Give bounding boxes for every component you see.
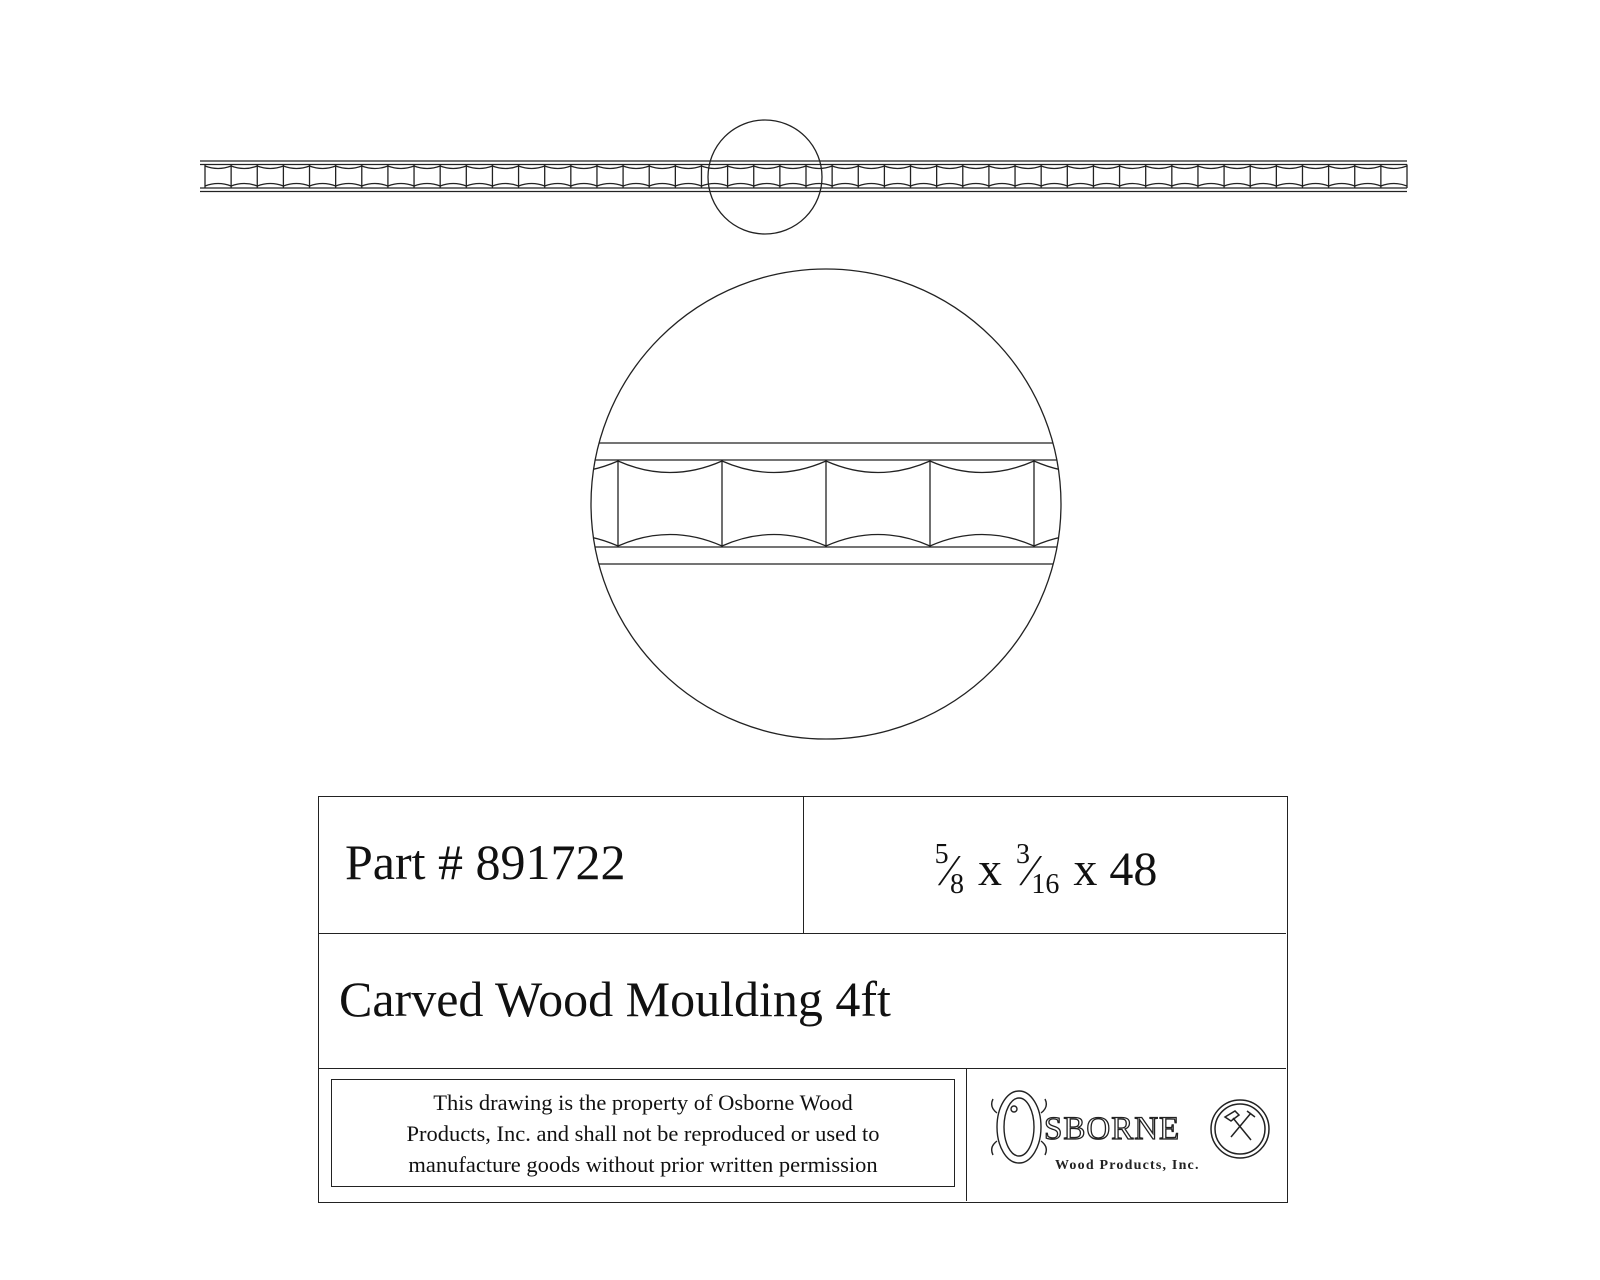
strip-carve-top	[1250, 166, 1276, 169]
strip-carve-top	[1381, 166, 1407, 169]
strip-carve-top	[806, 166, 832, 169]
strip-carve-bottom	[858, 184, 884, 187]
strip-carve-top	[832, 166, 858, 169]
detail-carve-top	[1034, 461, 1138, 473]
strip-carve-bottom	[701, 184, 727, 187]
thickness-fraction: $^3$⁄16	[1016, 839, 1060, 900]
detail-carve-bottom	[930, 535, 1034, 547]
strip-carve-bottom	[1041, 184, 1067, 187]
logo-cell	[967, 1069, 1286, 1201]
strip-carve-top	[754, 166, 780, 169]
strip-carve-top	[1146, 166, 1172, 169]
strip-carve-bottom	[989, 184, 1015, 187]
logo-tagline: Wood Products, Inc.	[1055, 1158, 1200, 1173]
strip-carve-top	[858, 166, 884, 169]
strip-carve-bottom	[754, 184, 780, 187]
strip-carve-bottom	[806, 184, 832, 187]
strip-carve-top	[1067, 166, 1093, 169]
strip-carve-bottom	[519, 184, 545, 187]
detail-carve-top	[722, 461, 826, 473]
strip-carve-bottom	[1172, 184, 1198, 187]
strip-carve-top	[571, 166, 597, 169]
strip-carve-bottom	[1250, 184, 1276, 187]
logo-o-icon	[992, 1091, 1047, 1163]
width-fraction: $^5$⁄8	[934, 839, 964, 900]
strip-carve-top	[989, 166, 1015, 169]
strip-carve-top	[310, 166, 336, 169]
copyright-notice	[331, 1079, 955, 1187]
strip-segments	[205, 165, 1407, 189]
strip-carve-top	[701, 166, 727, 169]
strip-carve-bottom	[937, 184, 963, 187]
strip-carve-bottom	[440, 184, 466, 187]
description-cell	[319, 934, 1286, 1069]
strip-carve-top	[963, 166, 989, 169]
strip-carve-bottom	[1093, 184, 1119, 187]
strip-carve-top	[336, 166, 362, 169]
strip-carve-top	[283, 166, 309, 169]
strip-carve-top	[728, 166, 754, 169]
strip-carve-bottom	[1276, 184, 1302, 187]
strip-carve-top	[257, 166, 283, 169]
notice-line: Products, Inc. and shall not be reproduced or used to	[406, 1120, 880, 1146]
strip-carve-top	[1093, 166, 1119, 169]
detail-carve-bottom	[826, 535, 930, 547]
detail-carve-bottom	[1034, 535, 1138, 547]
strip-carve-top	[1329, 166, 1355, 169]
strip-carve-bottom	[597, 184, 623, 187]
strip-carve-bottom	[362, 184, 388, 187]
strip-carve-top	[231, 166, 257, 169]
strip-carve-bottom	[675, 184, 701, 187]
detail-carve-bottom	[514, 535, 618, 547]
moulding-strip	[200, 161, 1407, 192]
strip-carve-top	[492, 166, 518, 169]
strip-carve-bottom	[1067, 184, 1093, 187]
strip-carve-bottom	[1355, 184, 1381, 187]
strip-carve-top	[519, 166, 545, 169]
strip-carve-top	[1355, 166, 1381, 169]
strip-carve-bottom	[1302, 184, 1328, 187]
strip-carve-top	[388, 166, 414, 169]
part-number-cell	[319, 797, 804, 934]
strip-carve-top	[1041, 166, 1067, 169]
strip-carve-top	[545, 166, 571, 169]
strip-carve-bottom	[884, 184, 910, 187]
dimensions-cell	[804, 797, 1286, 934]
detail-carve-bottom	[722, 535, 826, 547]
strip-carve-bottom	[1015, 184, 1041, 187]
strip-carve-bottom	[231, 184, 257, 187]
part-description: Carved Wood Moulding 4ft	[339, 971, 891, 1027]
strip-carve-bottom	[649, 184, 675, 187]
detail-carve-top	[930, 461, 1034, 473]
hammer-saw-icon	[1211, 1100, 1269, 1158]
strip-carve-bottom	[1120, 184, 1146, 187]
strip-carve-top	[884, 166, 910, 169]
strip-carve-bottom	[832, 184, 858, 187]
strip-carve-bottom	[205, 184, 231, 187]
dim-separator: x	[978, 843, 1002, 896]
strip-carve-bottom	[623, 184, 649, 187]
strip-carve-top	[649, 166, 675, 169]
notice-cell	[319, 1069, 967, 1201]
strip-carve-top	[362, 166, 388, 169]
part-number: Part # 891722	[345, 834, 626, 890]
strip-carve-top	[414, 166, 440, 169]
strip-carve-bottom	[963, 184, 989, 187]
strip-carve-bottom	[388, 184, 414, 187]
detail-view	[514, 443, 1138, 564]
detail-carve-top	[826, 461, 930, 473]
strip-carve-top	[911, 166, 937, 169]
strip-carve-bottom	[257, 184, 283, 187]
strip-carve-bottom	[545, 184, 571, 187]
strip-carve-bottom	[1224, 184, 1250, 187]
detail-callout-circle	[708, 120, 822, 234]
strip-carve-bottom	[310, 184, 336, 187]
strip-carve-bottom	[283, 184, 309, 187]
detail-segments	[514, 460, 1138, 547]
notice-line: This drawing is the property of Osborne Wood	[433, 1089, 853, 1115]
detail-carve-top	[514, 461, 618, 473]
strip-carve-top	[1302, 166, 1328, 169]
strip-carve-top	[466, 166, 492, 169]
strip-carve-bottom	[571, 184, 597, 187]
dim-separator: x	[1073, 843, 1098, 896]
detail-carve-top	[618, 461, 722, 473]
strip-carve-top	[1198, 166, 1224, 169]
notice-line: manufacture goods without prior written permission	[408, 1151, 878, 1177]
strip-carve-top	[780, 166, 806, 169]
strip-carve-bottom	[1381, 184, 1407, 187]
strip-carve-bottom	[1329, 184, 1355, 187]
strip-carve-top	[1015, 166, 1041, 169]
strip-carve-bottom	[466, 184, 492, 187]
strip-carve-top	[205, 166, 231, 169]
strip-carve-top	[623, 166, 649, 169]
strip-carve-bottom	[911, 184, 937, 187]
strip-carve-top	[1276, 166, 1302, 169]
strip-carve-bottom	[414, 184, 440, 187]
strip-carve-bottom	[728, 184, 754, 187]
title-block	[318, 796, 1288, 1203]
logo-brand: SBORNE	[1044, 1111, 1181, 1147]
strip-carve-bottom	[1146, 184, 1172, 187]
strip-carve-top	[440, 166, 466, 169]
strip-carve-top	[937, 166, 963, 169]
strip-carve-bottom	[1198, 184, 1224, 187]
strip-carve-bottom	[780, 184, 806, 187]
strip-carve-top	[1172, 166, 1198, 169]
detail-carve-bottom	[618, 535, 722, 547]
strip-carve-top	[1224, 166, 1250, 169]
strip-carve-bottom	[336, 184, 362, 187]
osborne-logo	[967, 1069, 1286, 1201]
length-value: 48	[1109, 843, 1158, 896]
strip-carve-top	[675, 166, 701, 169]
strip-carve-top	[597, 166, 623, 169]
strip-carve-bottom	[492, 184, 518, 187]
strip-carve-top	[1120, 166, 1146, 169]
dimensions	[804, 841, 1286, 899]
